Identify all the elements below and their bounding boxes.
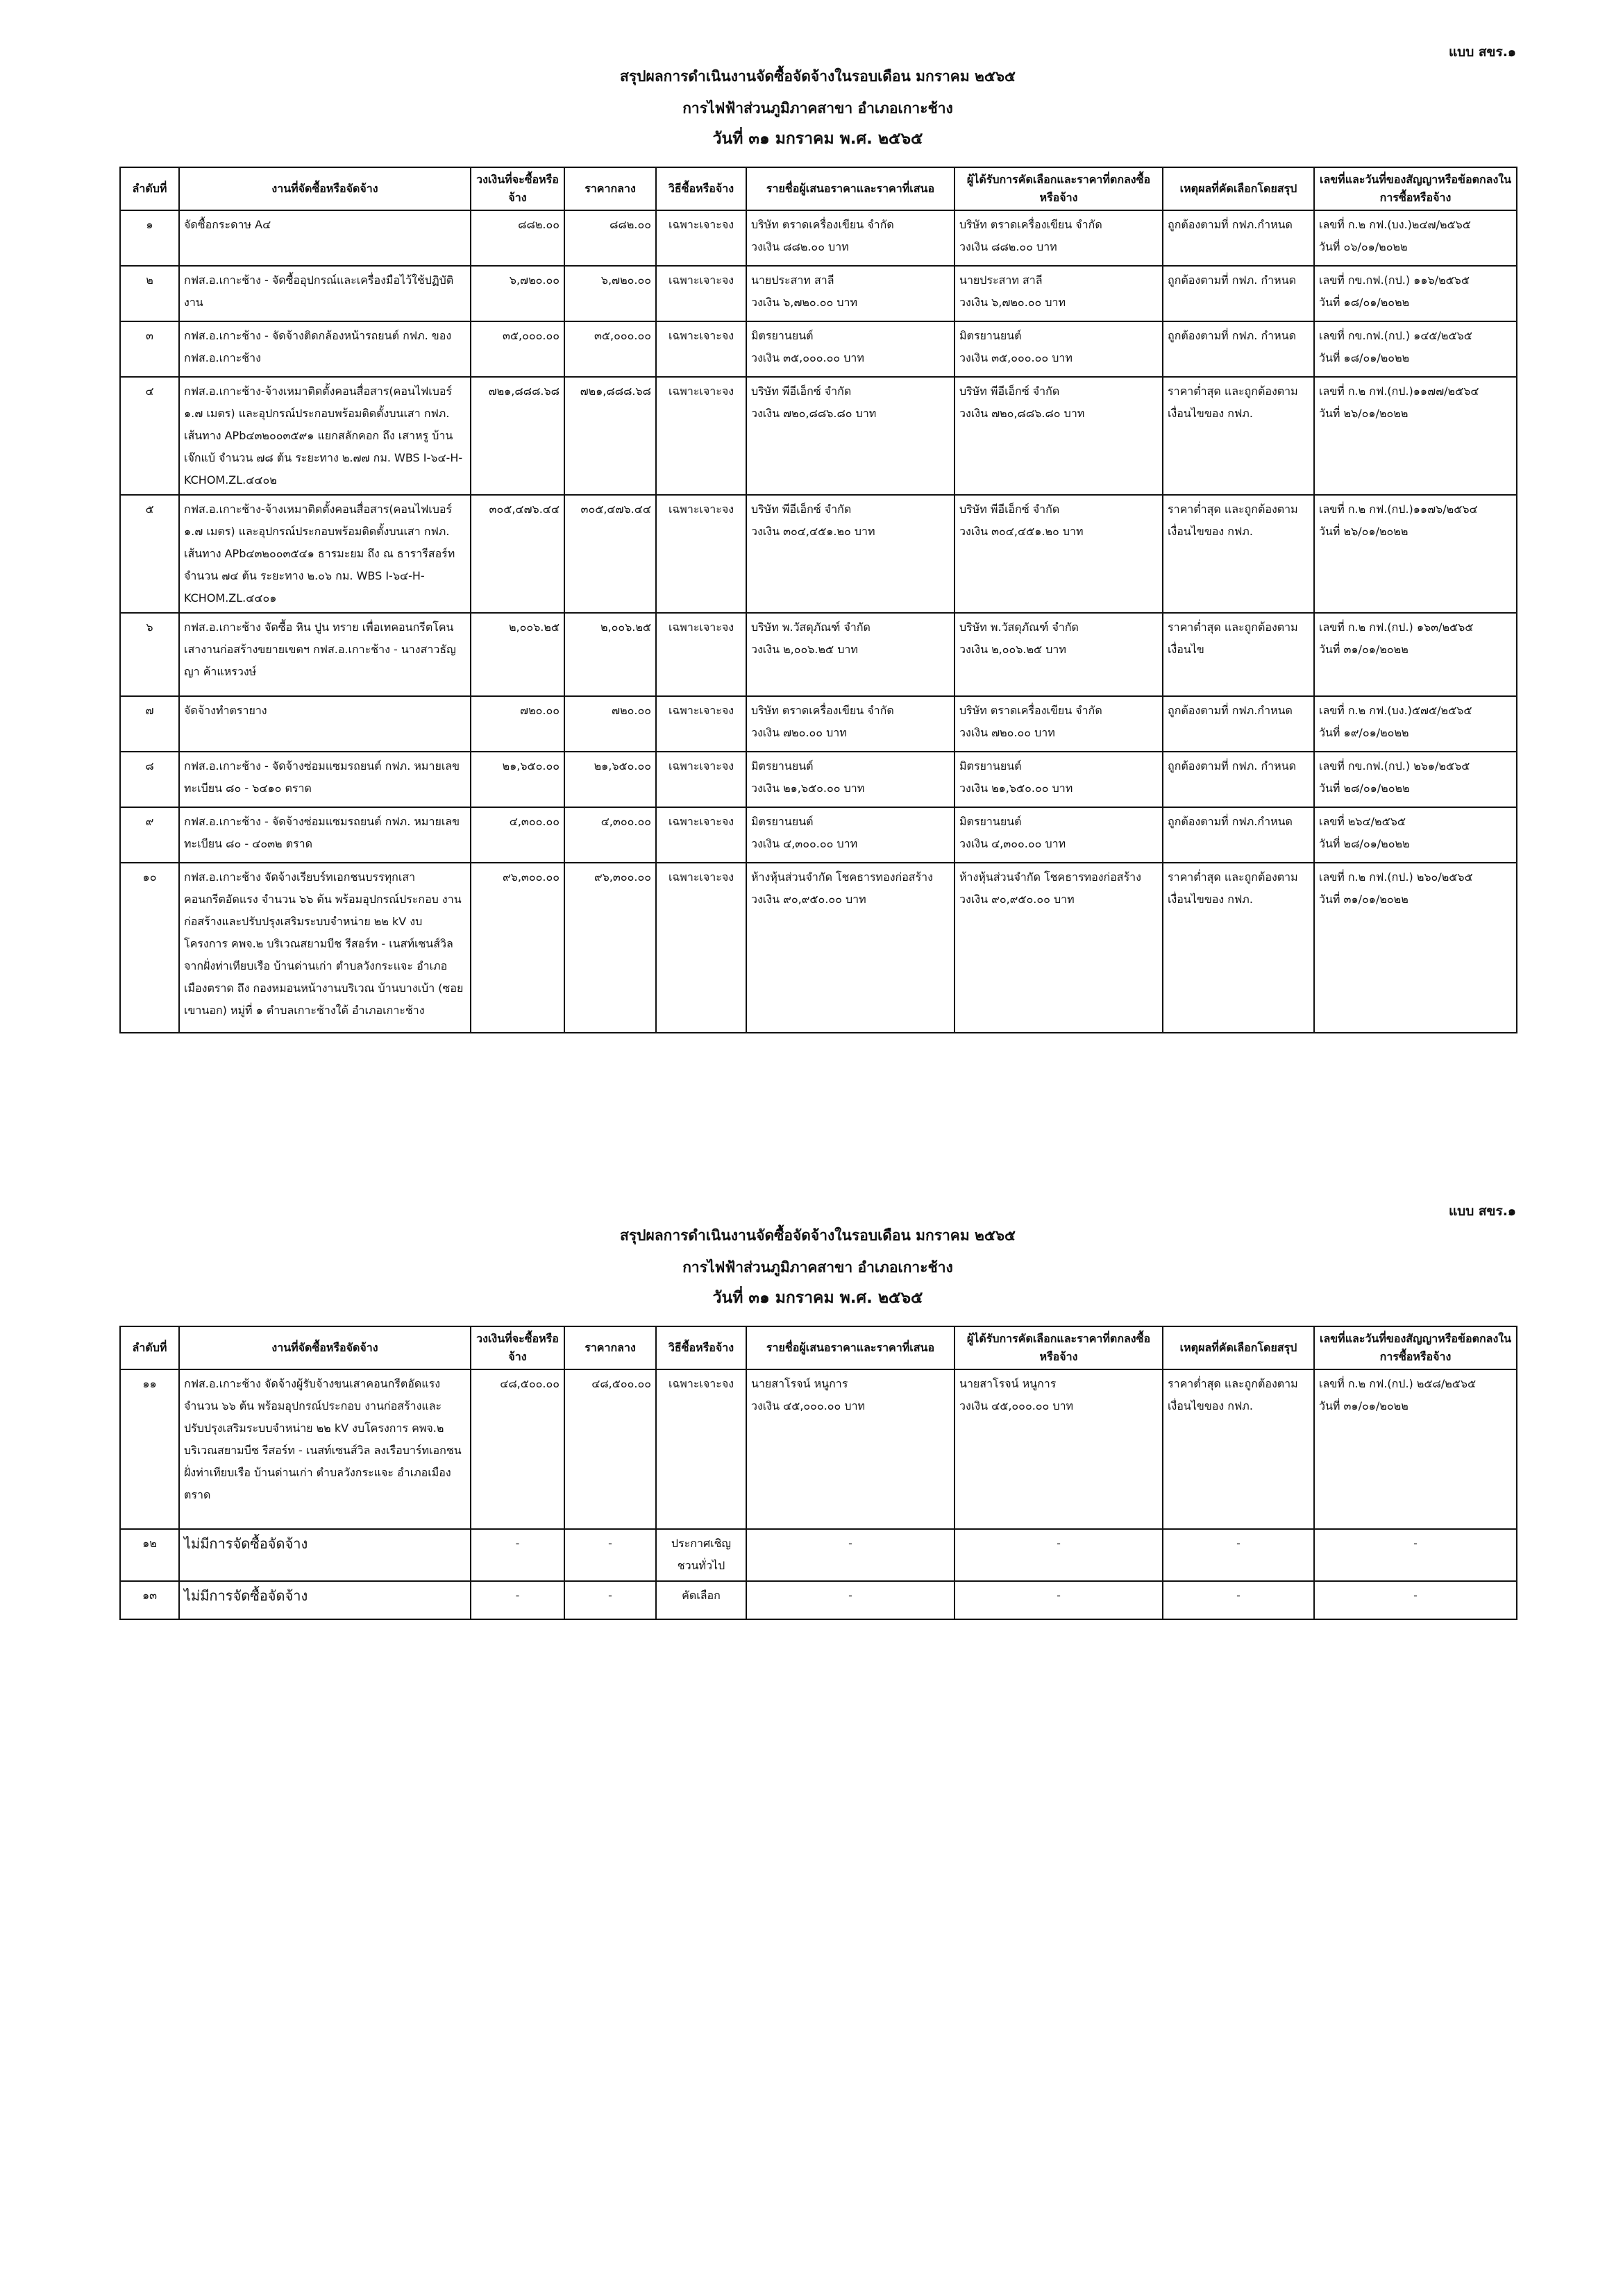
bidders-line: บริษัท พ.วัสดุภัณฑ์ จำกัด	[751, 621, 871, 634]
bidders	[746, 1581, 955, 1619]
bidders-line: มิตรยานยนต์	[751, 329, 814, 342]
selected-vendor-line: -	[1057, 1589, 1061, 1602]
selection-reason	[1163, 863, 1314, 1033]
procurement-method: เฉพาะเจาะจง	[656, 696, 746, 752]
selected-vendor	[955, 210, 1163, 266]
bidders-line: วงเงิน ๙๐,๙๕๐.๐๐ บาท	[751, 893, 866, 906]
budget-amount: ๔,๓๐๐.๐๐	[471, 807, 564, 863]
budget-amount: -	[471, 1529, 564, 1581]
selection-reason-line: ถูกต้องตามที่ กฟภ.กำหนด	[1168, 704, 1293, 717]
bidders-line: วงเงิน ๒๑,๖๕๐.๐๐ บาท	[751, 782, 865, 795]
bidders	[746, 1529, 955, 1581]
selection-reason-line: เงื่อนไขของ กฟภ.	[1168, 1399, 1253, 1412]
median-price: ๒,๐๐๖.๒๕	[564, 613, 656, 696]
form-code: แบบ สขร.๑	[1448, 44, 1516, 60]
bidders-line: วงเงิน ๗๒๐,๘๘๖.๘๐ บาท	[751, 407, 877, 420]
selection-reason	[1163, 495, 1314, 613]
selected-vendor	[955, 1581, 1163, 1619]
selection-reason	[1163, 752, 1314, 807]
median-price: ๖,๗๒๐.๐๐	[564, 266, 656, 321]
row-number: ๔	[120, 377, 179, 495]
row-number: ๗	[120, 696, 179, 752]
selected-vendor-line: วงเงิน ๔,๓๐๐.๐๐ บาท	[959, 837, 1066, 850]
selected-vendor-line: วงเงิน ๗๒๐.๐๐ บาท	[959, 726, 1055, 739]
contract-header: เลขที่และวันที่ของสัญญาหรือข้อตกลงในการซื้อหรือจ้าง	[1314, 1326, 1517, 1369]
selected-vendor-line: บริษัท พีอีเอ็กซ์ จำกัด	[959, 385, 1060, 398]
table-row	[120, 377, 1517, 495]
contract-number	[1314, 752, 1517, 807]
contract-number-line: วันที่ ๑๘/๐๑/๒๐๒๒	[1319, 296, 1410, 309]
table-row	[120, 1581, 1517, 1619]
procurement-method: เฉพาะเจาะจง	[656, 752, 746, 807]
procurement-method: เฉพาะเจาะจง	[656, 210, 746, 266]
procurement-work: กฟส.อ.เกาะช้าง จัดจ้างผู้รับจ้างขนเสาคอนกรีตอัดแรง จำนวน ๖๖ ต้น พร้อมอุปกรณ์ประกอบ งานก่อสร้างและปรับปรุงเสริมระบบจำหน่าย ๒๒ kV งบโครงการ คพจ.๒ บริเวณสยามบีช รีสอร์ท - เนสท์เซนส์วิล ลงเรือบาร์ทเอกชน ฝั่งท่าเทียบเรือ บ้านด่านเก่า ตำบลวังกระแจะ อำเภอเมืองตราด	[179, 1369, 471, 1529]
bidders-line: นายสาโรจน์ หนูการ	[751, 1377, 848, 1390]
reason-header: เหตุผลที่คัดเลือกโดยสรุป	[1163, 167, 1314, 210]
table-row	[120, 321, 1517, 377]
table-row	[120, 752, 1517, 807]
budget-amount: ๗๒๐.๐๐	[471, 696, 564, 752]
row-number: ๖	[120, 613, 179, 696]
procurement-method: เฉพาะเจาะจง	[656, 613, 746, 696]
procurement-method: เฉพาะเจาะจง	[656, 377, 746, 495]
row-number: ๓	[120, 321, 179, 377]
procurement-work: กฟส.อ.เกาะช้าง - จัดซื้ออุปกรณ์และเครื่องมือไว้ใช้ปฏิบัติงาน	[179, 266, 471, 321]
selected-vendor-line: บริษัท ตราดเครื่องเขียน จำกัด	[959, 218, 1102, 231]
selected-vendor-line: บริษัท ตราดเครื่องเขียน จำกัด	[959, 704, 1102, 717]
bidders	[746, 377, 955, 495]
table-row	[120, 1529, 1517, 1581]
contract-number-line: เลขที่ กข.กฟ.(กป.) ๑๑๖/๒๕๖๕	[1319, 273, 1470, 287]
budget-amount: ๓๐๕,๔๗๖.๔๔	[471, 495, 564, 613]
contract-number-line: วันที่ ๒๖/๐๑/๒๐๒๒	[1319, 525, 1408, 538]
selected-vendor-line: นายสาโรจน์ หนูการ	[959, 1377, 1057, 1390]
median-price: ๓๐๕,๔๗๖.๔๔	[564, 495, 656, 613]
selected-vendor-line: บริษัท พีอีเอ็กซ์ จำกัด	[959, 503, 1060, 516]
procurement-method: คัดเลือก	[656, 1581, 746, 1619]
median-price: ๒๑,๖๕๐.๐๐	[564, 752, 656, 807]
bidders-line: วงเงิน ๒,๐๐๖.๒๕ บาท	[751, 643, 858, 656]
row-number: ๘	[120, 752, 179, 807]
report-date: วันที่ ๓๑ มกราคม พ.ศ. ๒๕๖๕	[712, 130, 923, 148]
bidders-line: บริษัท พีอีเอ็กซ์ จำกัด	[751, 385, 852, 398]
bidders-line: วงเงิน ๓๕,๐๐๐.๐๐ บาท	[751, 351, 864, 364]
table-row	[120, 210, 1517, 266]
budget-header: วงเงินที่จะซื้อหรือจ้าง	[471, 1326, 564, 1369]
contract-number	[1314, 613, 1517, 696]
table-body-1	[120, 210, 1517, 1033]
median-price: ๔๘,๕๐๐.๐๐	[564, 1369, 656, 1529]
contract-number	[1314, 1581, 1517, 1619]
contract-number-line: เลขที่ กข.กฟ.(กป.) ๑๔๕/๒๕๖๕	[1319, 329, 1472, 342]
selected-vendor-line: วงเงิน ๖,๗๒๐.๐๐ บาท	[959, 296, 1066, 309]
selected-vendor-line: ห้างหุ้นส่วนจำกัด โชคธารทองก่อสร้าง	[959, 870, 1141, 884]
selection-reason-line: ราคาต่ำสุด และถูกต้องตาม	[1168, 1377, 1298, 1390]
contract-number	[1314, 1369, 1517, 1529]
report-title: สรุปผลการดำเนินงานจัดซื้อจัดจ้างในรอบเดือน มกราคม ๒๕๖๕	[620, 1227, 1016, 1244]
contract-number-line: วันที่ ๒๘/๐๑/๒๐๒๒	[1319, 782, 1410, 795]
selection-reason-line: เงื่อนไข	[1168, 643, 1204, 656]
bidders-line: วงเงิน ๗๒๐.๐๐ บาท	[751, 726, 847, 739]
procurement-work: กฟส.อ.เกาะช้าง จัดจ้างเรียบร์ทเอกชนบรรทุกเสาคอนกรีตอัดแรง จำนวน ๖๖ ต้น พร้อมอุปกรณ์ประกอบ งานก่อสร้างและปรับปรุงเสริมระบบจำหน่าย ๒๒ kV งบโครงการ คพจ.๒ บริเวณสยามบีช รีสอร์ท - เนสท์เซนส์วิล จากฝั่งท่าเทียบเรือ บ้านด่านเก่า ตำบลวังกระแจะ อำเภอเมืองตราด ถึง กองหมอนหน้างานบริเวณ บ้านบางเบ้า (ซอยเขานอก) หมู่ที่ ๑ ตำบลเกาะช้างใต้ อำเภอเกาะช้าง	[179, 863, 471, 1033]
bidders	[746, 1369, 955, 1529]
selected-vendor	[955, 1369, 1163, 1529]
contract-number-line: วันที่ ๑๘/๐๑/๒๐๒๒	[1319, 351, 1410, 364]
budget-amount: -	[471, 1581, 564, 1619]
bidders	[746, 863, 955, 1033]
bidders	[746, 210, 955, 266]
work-header: งานที่จัดซื้อหรือจัดจ้าง	[179, 167, 471, 210]
procurement-method: เฉพาะเจาะจง	[656, 807, 746, 863]
contract-number	[1314, 210, 1517, 266]
report-date: วันที่ ๓๑ มกราคม พ.ศ. ๒๕๖๕	[712, 1289, 923, 1307]
contract-number-line: เลขที่ ก.๒ กฟ.(กป.) ๒๕๘/๒๕๖๕	[1319, 1377, 1477, 1390]
contract-number-line: วันที่ ๓๑/๐๑/๒๐๒๒	[1319, 643, 1408, 656]
selection-reason-line: -	[1236, 1589, 1241, 1602]
procurement-table-1	[119, 167, 1517, 1033]
form-code: แบบ สขร.๑	[1448, 1204, 1516, 1219]
procurement-method: เฉพาะเจาะจง	[656, 863, 746, 1033]
contract-number-line: เลขที่ ก.๒ กฟ.(กป.) ๒๖๐/๒๕๖๕	[1319, 870, 1473, 884]
selected-vendor-line: วงเงิน ๓๕,๐๐๐.๐๐ บาท	[959, 351, 1073, 364]
header-row	[120, 1326, 1517, 1369]
table-body-2	[120, 1369, 1517, 1619]
selection-reason-line: ราคาต่ำสุด และถูกต้องตาม	[1168, 621, 1298, 634]
row-number: ๑๑	[120, 1369, 179, 1529]
selected-vendor-line: วงเงิน ๒๑,๖๕๐.๐๐ บาท	[959, 782, 1073, 795]
selection-reason-line: ถูกต้องตามที่ กฟภ.กำหนด	[1168, 218, 1293, 231]
page-2	[119, 1201, 1516, 1687]
selected-vendor-line: นายประสาท สาลี	[959, 273, 1043, 287]
row-number: ๑๐	[120, 863, 179, 1033]
procurement-work: กฟส.อ.เกาะช้าง - จัดจ้างติดกล้องหน้ารถยนต์ กฟภ. ของ กฟส.อ.เกาะช้าง	[179, 321, 471, 377]
table-row	[120, 495, 1517, 613]
median-price: -	[564, 1581, 656, 1619]
selected-vendor	[955, 266, 1163, 321]
bidders-line: บริษัท ตราดเครื่องเขียน จำกัด	[751, 704, 894, 717]
row-number: ๒	[120, 266, 179, 321]
table-row	[120, 1369, 1517, 1529]
procurement-method: เฉพาะเจาะจง	[656, 321, 746, 377]
median-price: ๔,๓๐๐.๐๐	[564, 807, 656, 863]
table-row	[120, 807, 1517, 863]
selected-vendor	[955, 807, 1163, 863]
contract-number-line: เลขที่ ก.๒ กฟ.(กป.) ๑๖๓/๒๕๖๕	[1319, 621, 1474, 634]
budget-header: วงเงินที่จะซื้อหรือจ้าง	[471, 167, 564, 210]
contract-number	[1314, 266, 1517, 321]
bidders-line: วงเงิน ๖,๗๒๐.๐๐ บาท	[751, 296, 858, 309]
median-price: ๗๒๑,๘๘๘.๖๘	[564, 377, 656, 495]
selected-vendor-line: วงเงิน ๗๒๐,๘๘๖.๘๐ บาท	[959, 407, 1085, 420]
bidders-line: วงเงิน ๔,๓๐๐.๐๐ บาท	[751, 837, 858, 850]
bidders-line: วงเงิน ๓๐๔,๔๕๑.๒๐ บาท	[751, 525, 875, 538]
table-row	[120, 613, 1517, 696]
row-number: ๕	[120, 495, 179, 613]
selected-vendor-line: มิตรยานยนต์	[959, 815, 1022, 828]
selection-reason	[1163, 1369, 1314, 1529]
selected-header: ผู้ได้รับการคัดเลือกและราคาที่ตกลงซื้อหรือจ้าง	[955, 167, 1163, 210]
selected-vendor-line: มิตรยานยนต์	[959, 329, 1022, 342]
header-row	[120, 167, 1517, 210]
median-price-header: ราคากลาง	[564, 167, 656, 210]
procurement-work: กฟส.อ.เกาะช้าง-จ้างเหมาติดตั้งคอนสื่อสาร(คอนไฟเบอร์ ๑.๗ เมตร) และอุปกรณ์ประกอบพร้อมติดตั้งบนเสา กฟภ. เส้นทาง APb๔๓๒๐๐๓๕๔๑ ธารมะยม ถึง ณ ธารารีสอร์ท จำนวน ๗๔ ต้น ระยะทาง ๒.๐๖ กม. WBS I-๖๔-H-KCHOM.ZL.๔๔๐๑	[179, 495, 471, 613]
bidders-line: นายประสาท สาลี	[751, 273, 834, 287]
procurement-work: ไม่มีการจัดซื้อจัดจ้าง	[179, 1529, 471, 1581]
bidders	[746, 495, 955, 613]
budget-amount: ๖,๗๒๐.๐๐	[471, 266, 564, 321]
procurement-method: เฉพาะเจาะจง	[656, 495, 746, 613]
procurement-work: กฟส.อ.เกาะช้าง - จัดจ้างซ่อมแซมรถยนต์ กฟภ. หมายเลขทะเบียน ๘๐ - ๔๐๓๒ ตราด	[179, 807, 471, 863]
procurement-method: เฉพาะเจาะจง	[656, 1369, 746, 1529]
bidders	[746, 696, 955, 752]
contract-number	[1314, 863, 1517, 1033]
contract-number	[1314, 377, 1517, 495]
contract-number-line: วันที่ ๑๙/๐๑/๒๐๒๒	[1319, 726, 1409, 739]
budget-amount: ๙๖,๓๐๐.๐๐	[471, 863, 564, 1033]
contract-number-line: วันที่ ๒๘/๐๑/๒๐๒๒	[1319, 837, 1410, 850]
procurement-work: ไม่มีการจัดซื้อจัดจ้าง	[179, 1581, 471, 1619]
selection-reason	[1163, 1581, 1314, 1619]
contract-number	[1314, 495, 1517, 613]
selection-reason-line: ถูกต้องตามที่ กฟภ. กำหนด	[1168, 273, 1297, 287]
selected-vendor	[955, 696, 1163, 752]
procurement-table-2	[119, 1326, 1517, 1620]
budget-amount: ๔๘,๕๐๐.๐๐	[471, 1369, 564, 1529]
table-row	[120, 696, 1517, 752]
report-subtitle: การไฟฟ้าส่วนภูมิภาคสาขา อำเภอเกาะช้าง	[682, 100, 953, 117]
selected-vendor-line: -	[1057, 1537, 1061, 1550]
work-header: งานที่จัดซื้อหรือจัดจ้าง	[179, 1326, 471, 1369]
budget-amount: ๓๕,๐๐๐.๐๐	[471, 321, 564, 377]
selected-vendor-line: วงเงิน ๔๕,๐๐๐.๐๐ บาท	[959, 1399, 1074, 1412]
contract-number-line: เลขที่ กข.กฟ.(กป.) ๒๖๑/๒๕๖๕	[1319, 759, 1470, 773]
selection-reason	[1163, 210, 1314, 266]
contract-number	[1314, 696, 1517, 752]
selection-reason-line: ถูกต้องตามที่ กฟภ.กำหนด	[1168, 815, 1293, 828]
contract-number-line: เลขที่ ก.๒ กฟ.(บง.)๒๔๗/๒๕๖๕	[1319, 218, 1471, 231]
bidders-line: มิตรยานยนต์	[751, 815, 814, 828]
selection-reason	[1163, 377, 1314, 495]
selected-vendor	[955, 863, 1163, 1033]
contract-number-line: วันที่ ๒๖/๐๑/๒๐๒๒	[1319, 407, 1408, 420]
selection-reason	[1163, 696, 1314, 752]
selection-reason-line: ราคาต่ำสุด และถูกต้องตาม	[1168, 503, 1298, 516]
row-number: ๙	[120, 807, 179, 863]
contract-number-line: วันที่ ๐๖/๐๑/๒๐๒๒	[1319, 240, 1408, 253]
bidders-header: รายชื่อผู้เสนอราคาและราคาที่เสนอ	[746, 167, 955, 210]
budget-amount: ๘๘๒.๐๐	[471, 210, 564, 266]
reason-header: เหตุผลที่คัดเลือกโดยสรุป	[1163, 1326, 1314, 1369]
contract-header: เลขที่และวันที่ของสัญญาหรือข้อตกลงในการซื้อหรือจ้าง	[1314, 167, 1517, 210]
row-number: ๑๓	[120, 1581, 179, 1619]
selection-reason-line: ถูกต้องตามที่ กฟภ. กำหนด	[1168, 329, 1297, 342]
median-price: ๘๘๒.๐๐	[564, 210, 656, 266]
selected-vendor-line: วงเงิน ๙๐,๙๕๐.๐๐ บาท	[959, 893, 1075, 906]
contract-number-line: -	[1413, 1589, 1418, 1602]
selection-reason-line: เงื่อนไขของ กฟภ.	[1168, 893, 1253, 906]
selection-reason	[1163, 1529, 1314, 1581]
report-subtitle: การไฟฟ้าส่วนภูมิภาคสาขา อำเภอเกาะช้าง	[682, 1259, 953, 1276]
bidders	[746, 266, 955, 321]
bidders-line: วงเงิน ๘๘๒.๐๐ บาท	[751, 240, 849, 253]
procurement-work: จัดซื้อกระดาษ A๔	[179, 210, 471, 266]
procurement-work: จัดจ้างทำตรายาง	[179, 696, 471, 752]
procurement-method: ประกาศเชิญชวนทั่วไป	[656, 1529, 746, 1581]
median-price: ๙๖,๓๐๐.๐๐	[564, 863, 656, 1033]
median-price-header: ราคากลาง	[564, 1326, 656, 1369]
selection-reason	[1163, 613, 1314, 696]
selected-vendor	[955, 752, 1163, 807]
contract-number-line: -	[1413, 1537, 1418, 1550]
table-row	[120, 266, 1517, 321]
selected-header: ผู้ได้รับการคัดเลือกและราคาที่ตกลงซื้อหรือจ้าง	[955, 1326, 1163, 1369]
no-header: ลำดับที่	[120, 1326, 179, 1369]
procurement-work: กฟส.อ.เกาะช้าง จัดซื้อ หิน ปูน ทราย เพื่อเทคอนกรีตโคนเสางานก่อสร้างขยายเขตฯ กฟส.อ.เกาะช้าง - นางสาวธัญญา ค้าแหรวงษ์	[179, 613, 471, 696]
median-price: ๓๕,๐๐๐.๐๐	[564, 321, 656, 377]
contract-number	[1314, 321, 1517, 377]
selected-vendor-line: บริษัท พ.วัสดุภัณฑ์ จำกัด	[959, 621, 1079, 634]
budget-amount: ๗๒๑,๘๘๘.๖๘	[471, 377, 564, 495]
bidders-line: บริษัท ตราดเครื่องเขียน จำกัด	[751, 218, 894, 231]
selected-vendor-line: มิตรยานยนต์	[959, 759, 1022, 773]
selection-reason-line: ถูกต้องตามที่ กฟภ. กำหนด	[1168, 759, 1297, 773]
median-price: -	[564, 1529, 656, 1581]
bidders-header: รายชื่อผู้เสนอราคาและราคาที่เสนอ	[746, 1326, 955, 1369]
bidders-line: มิตรยานยนต์	[751, 759, 814, 773]
row-number: ๑๒	[120, 1529, 179, 1581]
selected-vendor	[955, 321, 1163, 377]
contract-number-line: เลขที่ ๒๖๔/๒๕๖๕	[1319, 815, 1406, 828]
selection-reason-line: -	[1236, 1537, 1241, 1550]
bidders-line: วงเงิน ๔๕,๐๐๐.๐๐ บาท	[751, 1399, 866, 1412]
selected-vendor-line: วงเงิน ๒,๐๐๖.๒๕ บาท	[959, 643, 1066, 656]
bidders	[746, 321, 955, 377]
procurement-work: กฟส.อ.เกาะช้าง - จัดจ้างซ่อมแซมรถยนต์ กฟภ. หมายเลขทะเบียน ๘๐ - ๖๔๑๐ ตราด	[179, 752, 471, 807]
selection-reason	[1163, 321, 1314, 377]
selected-vendor-line: วงเงิน ๓๐๔,๔๕๑.๒๐ บาท	[959, 525, 1084, 538]
contract-number-line: เลขที่ ก.๒ กฟ.(บง.)๕๗๕/๒๕๖๕	[1319, 704, 1472, 717]
selection-reason	[1163, 266, 1314, 321]
contract-number	[1314, 1529, 1517, 1581]
row-number: ๑	[120, 210, 179, 266]
table-row	[120, 863, 1517, 1033]
bidders	[746, 613, 955, 696]
budget-amount: ๒,๐๐๖.๒๕	[471, 613, 564, 696]
selection-reason-line: เงื่อนไขของ กฟภ.	[1168, 407, 1253, 420]
bidders	[746, 752, 955, 807]
method-header: วิธีซื้อหรือจ้าง	[656, 167, 746, 210]
selected-vendor	[955, 1529, 1163, 1581]
bidders	[746, 807, 955, 863]
report-title: สรุปผลการดำเนินงานจัดซื้อจัดจ้างในรอบเดือน มกราคม ๒๕๖๕	[620, 68, 1016, 85]
page-1	[119, 42, 1516, 1017]
contract-number-line: วันที่ ๓๑/๐๑/๒๐๒๒	[1319, 893, 1408, 906]
selection-reason-line: ราคาต่ำสุด และถูกต้องตาม	[1168, 385, 1298, 398]
selection-reason-line: ราคาต่ำสุด และถูกต้องตาม	[1168, 870, 1298, 884]
selection-reason	[1163, 807, 1314, 863]
method-header: วิธีซื้อหรือจ้าง	[656, 1326, 746, 1369]
procurement-work: กฟส.อ.เกาะช้าง-จ้างเหมาติดตั้งคอนสื่อสาร(คอนไฟเบอร์ ๑.๗ เมตร) และอุปกรณ์ประกอบพร้อมติดตั้งบนเสา กฟภ. เส้นทาง APb๔๓๒๐๐๓๕๙๑ แยกสลักคอก ถึง เสาหรู บ้านเจ๊กแบ้ จำนวน ๗๘ ต้น ระยะทาง ๒.๗๗ กม. WBS I-๖๔-H-KCHOM.ZL.๔๔๐๒	[179, 377, 471, 495]
median-price: ๗๒๐.๐๐	[564, 696, 656, 752]
selected-vendor	[955, 377, 1163, 495]
bidders-line: -	[848, 1537, 852, 1550]
procurement-method: เฉพาะเจาะจง	[656, 266, 746, 321]
bidders-line: บริษัท พีอีเอ็กซ์ จำกัด	[751, 503, 852, 516]
bidders-line: -	[848, 1589, 852, 1602]
selected-vendor-line: วงเงิน ๘๘๒.๐๐ บาท	[959, 240, 1057, 253]
selection-reason-line: เงื่อนไขของ กฟภ.	[1168, 525, 1253, 538]
budget-amount: ๒๑,๖๕๐.๐๐	[471, 752, 564, 807]
contract-number-line: เลขที่ ก.๒ กฟ.(กป.)๑๑๗๗/๒๕๖๔	[1319, 385, 1479, 398]
bidders-line: ห้างหุ้นส่วนจำกัด โชคธารทองก่อสร้าง	[751, 870, 933, 884]
no-header: ลำดับที่	[120, 167, 179, 210]
selected-vendor	[955, 495, 1163, 613]
contract-number-line: เลขที่ ก.๒ กฟ.(กป.)๑๑๗๖/๒๕๖๔	[1319, 503, 1478, 516]
contract-number-line: วันที่ ๓๑/๐๑/๒๐๒๒	[1319, 1399, 1408, 1412]
contract-number	[1314, 807, 1517, 863]
selected-vendor	[955, 613, 1163, 696]
